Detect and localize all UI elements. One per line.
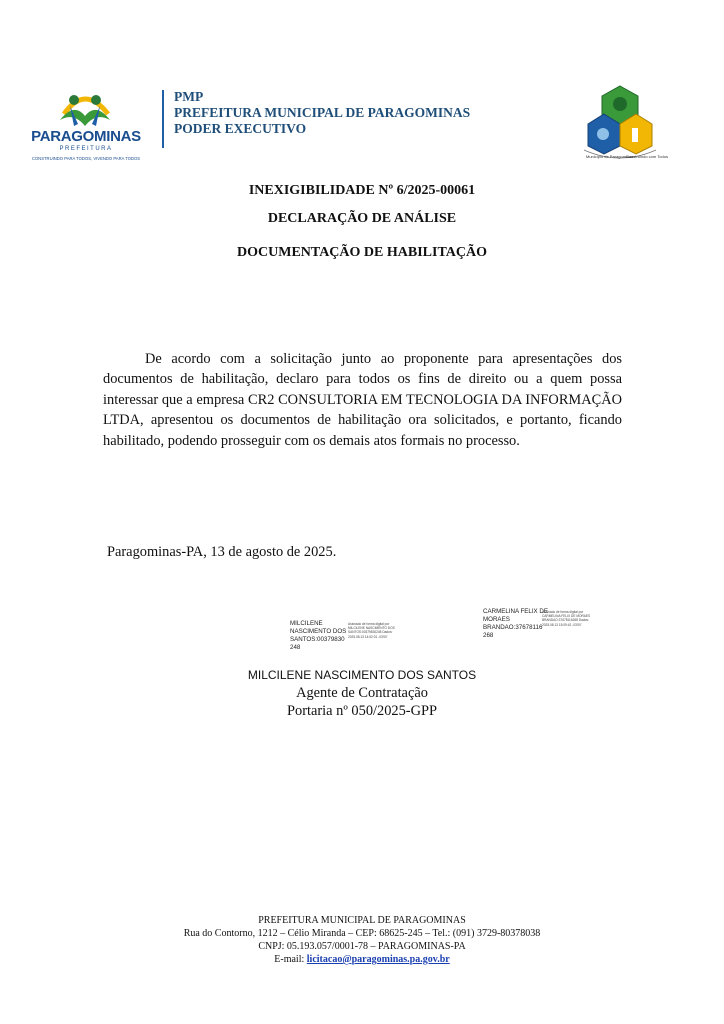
logo-tagline: CONSTRUINDO PARA TODOS, VIVENDO PARA TODOS bbox=[31, 156, 141, 161]
sig1-details: Assinado de forma digital por MILCILENE NASCIMENTO DOS SANTOS:00379830248 Dados: 2025.08.13 14:52:01 -03'00' bbox=[348, 622, 395, 639]
footer-email-line bbox=[0, 953, 724, 966]
sig1-line-3: SANTOS:00379830 bbox=[290, 636, 345, 643]
logo-brand-text: PARAGOMINAS bbox=[31, 128, 141, 145]
municipal-emblem bbox=[580, 84, 668, 162]
sig2-line-3: BRANDAO:37678116 bbox=[483, 624, 543, 631]
footer-institution: PREFEITURA MUNICIPAL DE PARAGOMINAS bbox=[258, 915, 466, 926]
header-branch: PODER EXECUTIVO bbox=[174, 121, 307, 136]
declaration-paragraph: De acordo com a solicitação junto ao proponente para apresentações dos documentos de habilitação, declaro para todos os fins de direito ou a quem possa interessar que a empresa CR2 CONSULTORIA EM TECNOLOGIA DA INFORMAÇÃO LTDA, apresentou os documentos de habilitação ora solicitados, e portanto, ficando habilitado, podendo prosseguir com os demais atos formais no processo. bbox=[103, 351, 622, 449]
sig1-line-2: NASCIMENTO DOS bbox=[290, 628, 347, 635]
footer-cnpj: CNPJ: 05.193.057/0001-78 – PARAGOMINAS-PA bbox=[258, 941, 466, 952]
sig2-line-4: 268 bbox=[483, 632, 494, 639]
header-abbrev: PMP bbox=[174, 89, 204, 104]
sig2-details: Assinado de forma digital por CARMELINA FELIX DE MORAES BRANDAO:37678116268 Dados: 2025.08.13 15:09:42 -03'00' bbox=[542, 610, 591, 627]
footer-email-label: E-mail: bbox=[274, 954, 307, 965]
sig2-line-2: MORAES bbox=[483, 616, 510, 623]
declaration-title: DECLARAÇÃO DE ANÁLISE bbox=[267, 211, 457, 226]
signer-name: MILCILENE NASCIMENTO DOS SANTOS bbox=[247, 668, 477, 682]
digital-signature-1 bbox=[290, 620, 346, 652]
sig2-line-1: CARMELINA FELIX DE bbox=[483, 608, 548, 615]
header-title-block bbox=[174, 89, 470, 137]
section-title: DOCUMENTAÇÃO DE HABILITAÇÃO bbox=[237, 245, 487, 260]
header-municipality: PREFEITURA MUNICIPAL DE PARAGOMINAS bbox=[174, 105, 471, 120]
document-number-title: INEXIGIBILIDADE Nº 6/2025-00061 bbox=[248, 183, 476, 198]
logo-brand-subtitle: PREFEITURA bbox=[59, 146, 113, 152]
sig1-line-1: MILCILENE bbox=[290, 620, 323, 627]
signer-portaria: Portaria nº 050/2025-GPP bbox=[287, 703, 437, 719]
sig1-line-4: 248 bbox=[290, 644, 301, 651]
place-and-date: Paragominas-PA, 13 de agosto de 2025. bbox=[107, 544, 337, 560]
emblem-label-left: Município de Paragominas bbox=[586, 154, 634, 159]
emblem-label-right: Construindo com Todos bbox=[626, 154, 668, 159]
header-divider bbox=[162, 90, 164, 148]
page-footer bbox=[0, 914, 724, 966]
footer-email-link[interactable]: licitacao@paragominas.pa.gov.br bbox=[306, 954, 450, 965]
footer-address: Rua do Contorno, 1212 – Célio Miranda – CEP: 68625-245 – Tel.: (091) 3729-80378038 bbox=[183, 928, 541, 939]
signer-role: Agente de Contratação bbox=[296, 685, 428, 701]
digital-signature-2 bbox=[483, 608, 548, 640]
